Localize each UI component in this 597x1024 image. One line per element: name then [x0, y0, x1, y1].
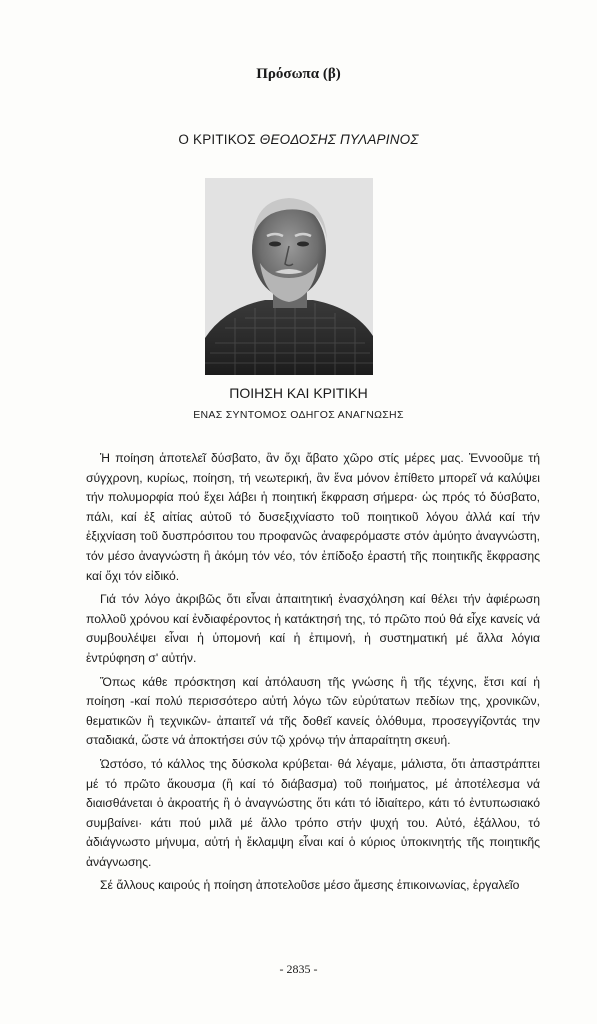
paragraph: Σέ ἄλλους καιρούς ἡ ποίηση ἀποτελοῦσε μέσο ἄμεσης ἐπικοινωνίας, ἐργαλεῖο	[100, 878, 520, 893]
author-portrait	[205, 178, 373, 375]
subtitle-prefix: Ο ΚΡΙΤΙΚΟΣ	[178, 132, 256, 147]
paragraph: Ἡ ποίηση ἀποτελεῖ δύσβατο, ἂν ὄχι ἄβατο χῶρο στίς μέρες μας. Ἐννοοῦμε τή σύγχρονη, κυρίως, ποίηση, τή νεωτερική, ἂν ἕνα μόνον ἐπίθετο μπορεῖ νά καλύψει τήν πολυμορφία πού ἔχει λάβει ἡ ποιητική ἔκφραση σήμερα· ὡς πρός τό δύσβατο, πάλι, καί ἐξ αἰτίας αὐτοῦ τό δυσεξιχνίαστο τοῦ ποιητικοῦ λόγου ἀλλά καί τήν ἐξιχνίαση τοῦ δυσπρόσιτου του προφανῶς ἀναφερόμαστε στόν ἀμύητο ἀναγνώστη, τόν μέσο ἀναγνώστη ἢ ἀκόμη τόν νέο, τόν ἐπίδοξο ἐραστή τῆς ποιητικῆς ἔκφρασης καί ὄχι τόν εἰδικό.	[86, 451, 540, 583]
page-number: - 2835 -	[279, 962, 318, 976]
subtitle-name: ΘΕΟΔΟΣΗΣ ΠΥΛΑΡΙΝΟΣ	[259, 132, 419, 147]
section-subtitle: ΕΝΑΣ ΣΥΝΤΟΜΟΣ ΟΔΗΓΟΣ ΑΝΑΓΝΩΣΗΣ	[193, 409, 404, 421]
paragraph: Ὅπως κάθε πρόσκτηση καί ἀπόλαυση τῆς γνώσης ἢ τῆς τέχνης, ἔτσι καί ἡ ποίηση -καί πολύ περισσότερο αὐτή λόγω τῶν εὐρύτατων πεδίων της, χρονικῶν, θεματικῶν ἢ τεχνικῶν- ἀπαιτεῖ νά τῆς δοθεῖ κανείς ὁλόθυμα, προσεγγίζοντάς την σταδιακά, ὥστε νά ἀποκτήσει σύν τῷ χρόνῳ τήν ἀπαραίτητη σκευή.	[86, 674, 540, 748]
paragraph: Γιά τόν λόγο ἀκριβῶς ὅτι εἶναι ἀπαιτητική ἐνασχόληση καί θέλει τήν ἀφιέρωση πολλοῦ χρόνου καί ἐνδιαφέροντος ἡ κατάκτησή της, τό πρῶτο πού θά εἶχε κανείς νά συμβουλέψει εἶναι ἡ ὑπομονή καί ἡ ἐπιμονή, ἡ συστηματική μέ ἄλλα λόγια ἐντρύφηση σ' αὐτήν.	[86, 592, 540, 665]
article-body	[86, 449, 540, 900]
article-subtitle	[0, 132, 597, 147]
running-header: Πρόσωπα (β)	[256, 66, 341, 82]
portrait-photo	[205, 178, 373, 375]
section-title: ΠΟΙΗΣΗ ΚΑΙ ΚΡΙΤΙΚΗ	[229, 385, 368, 401]
paragraph: Ὡστόσο, τό κάλλος της δύσκολα κρύβεται· θά λέγαμε, μάλιστα, ὅτι ἀπαστράπτει μέ τό πρῶτο ἄκουσμα (ἢ καί τό διάβασμα) τοῦ ποιήματος, μέ ἀποτέλεσμα νά διαισθάνεται ὁ ἀκροατής ἢ ὁ ἀναγνώστης ὅτι κάτι τό ἰδιαίτερο, κάτι τό ἐντυπωσιακό συμβαίνει· κάτι πού μιλᾶ μέ ἄλλο τρόπο στήν ψυχή του. Αὐτό, ἐξάλλου, τό ἀδιάγνωστο μήνυμα, αὐτή ἡ ἔκλαμψη εἶναι καί ὁ κύριος ὑποκινητής τῆς ποιητικῆς ἀνάγνωσης.	[86, 756, 540, 869]
